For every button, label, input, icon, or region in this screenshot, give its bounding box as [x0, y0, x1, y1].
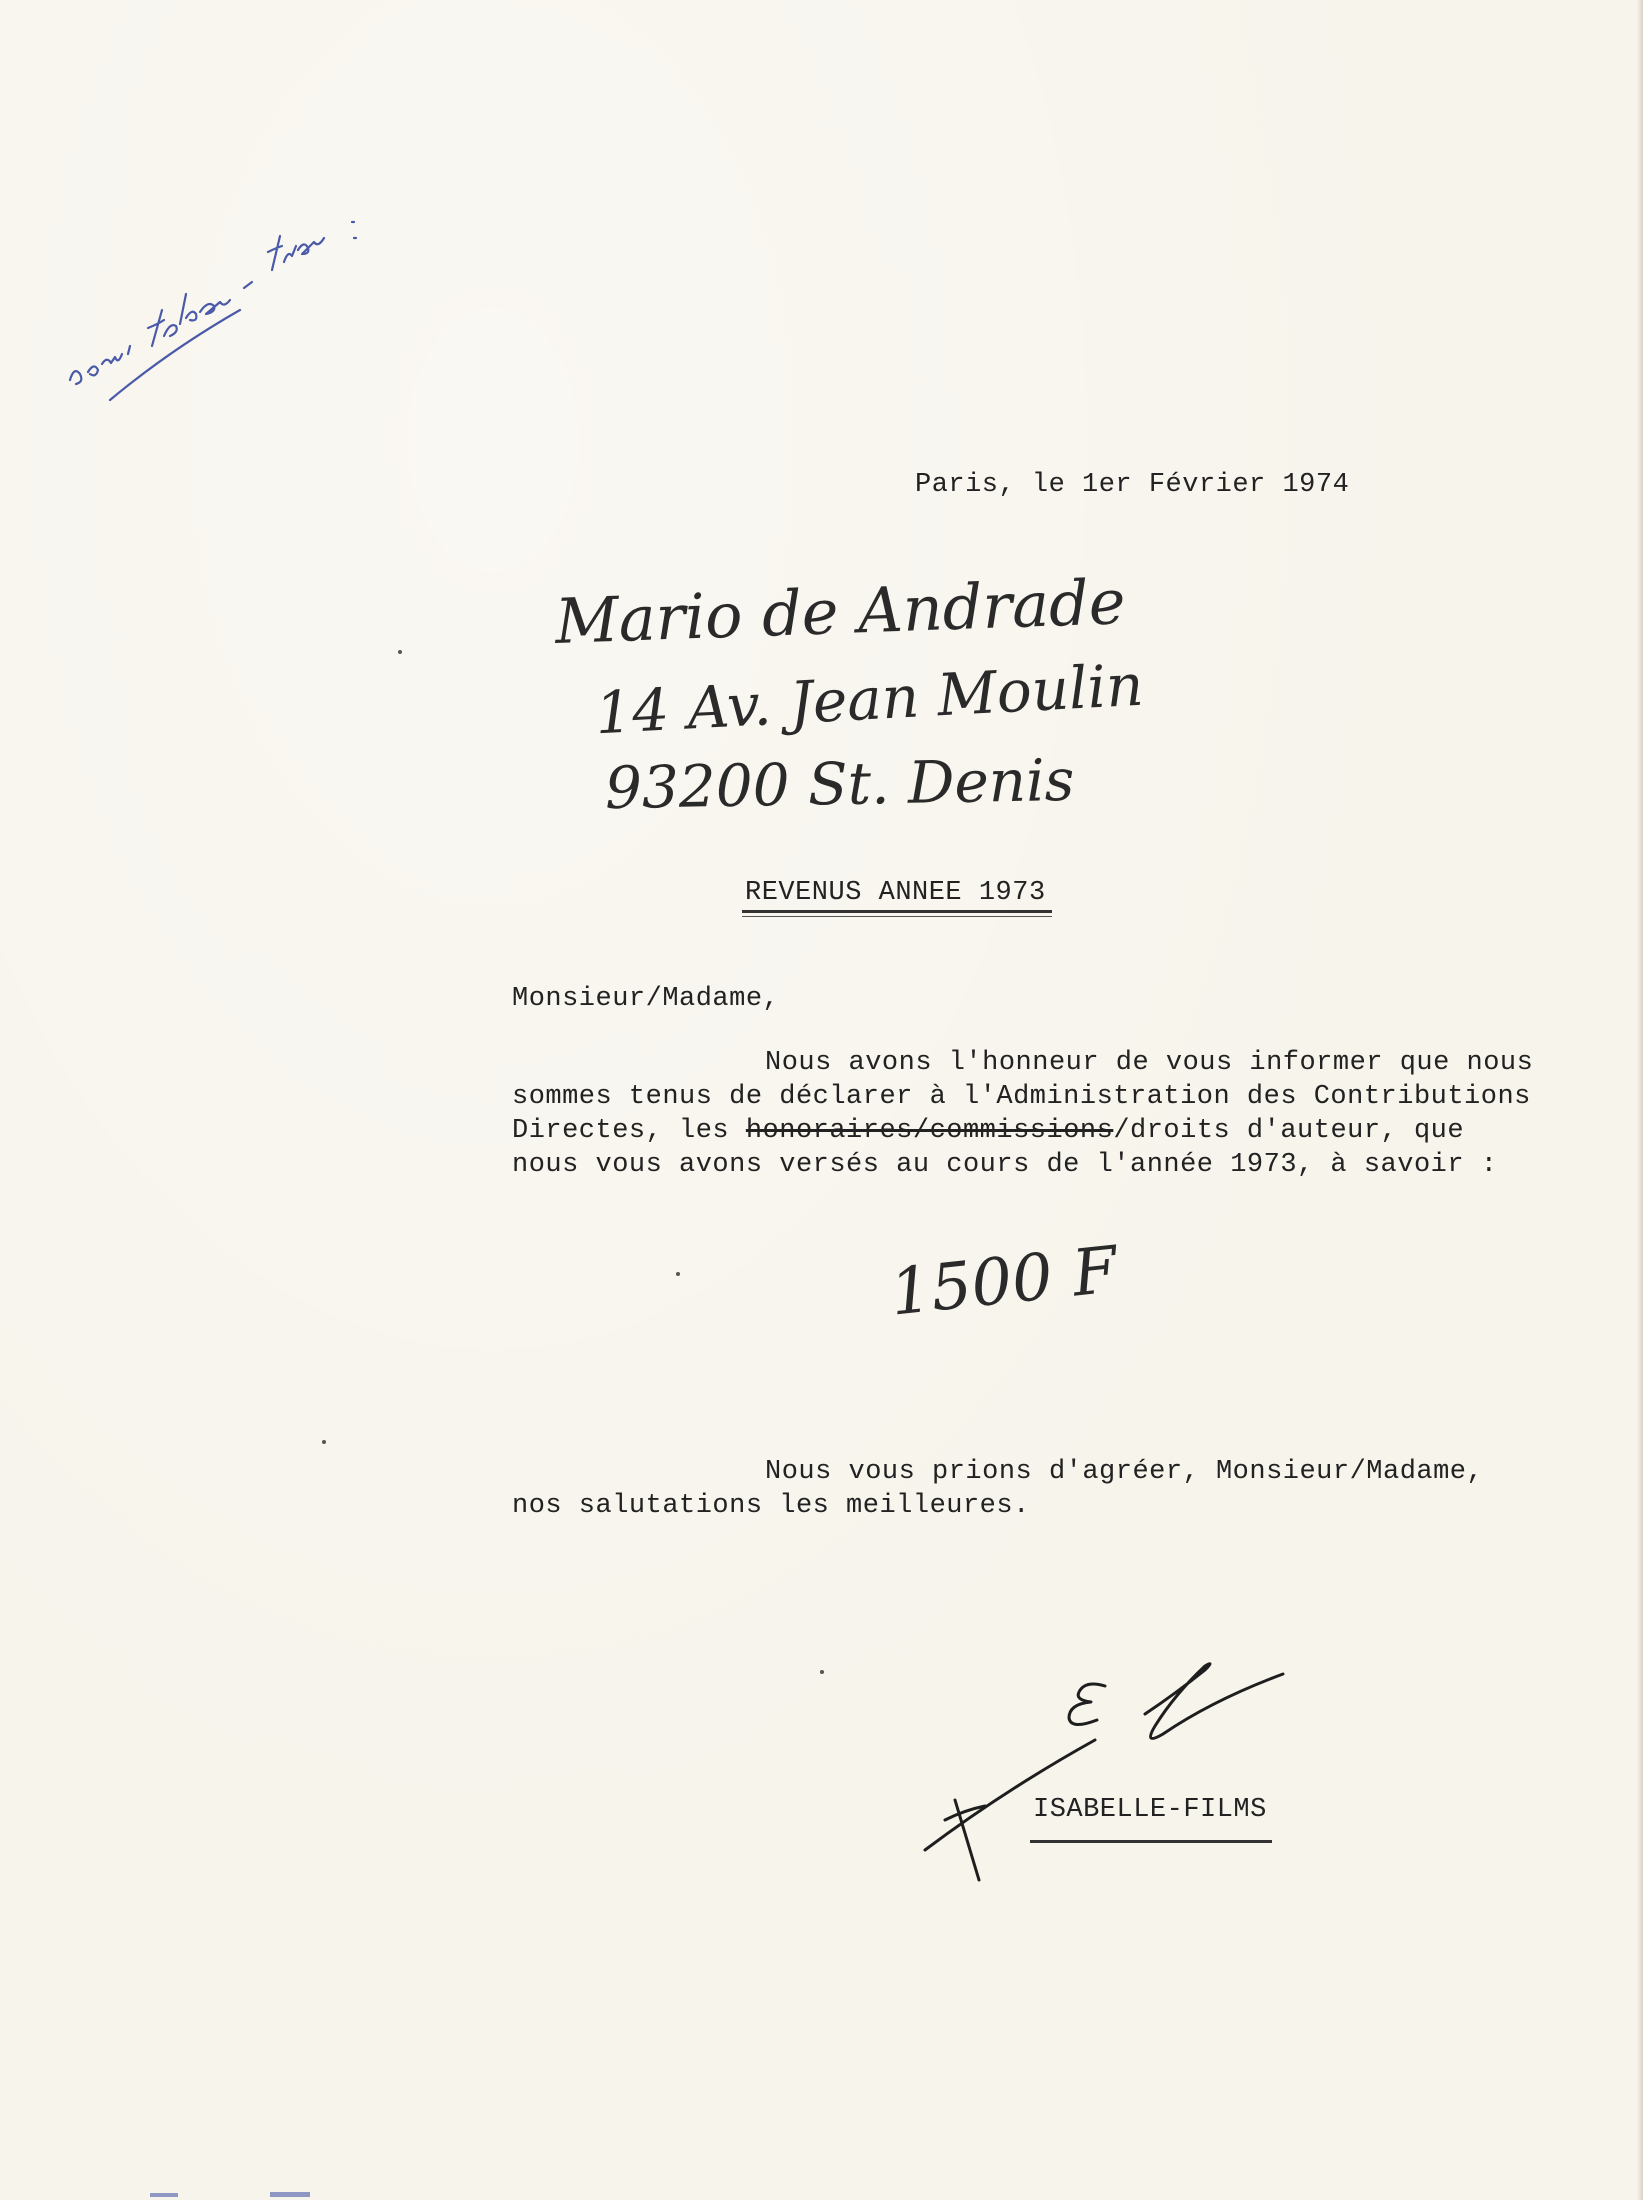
- paper-edge-shadow: [1637, 0, 1643, 2200]
- body-line-1: [512, 1048, 1533, 1078]
- subject-underline-secondary: [742, 916, 1052, 917]
- recipient-street: 14 Av. Jean Moulin: [593, 650, 1145, 748]
- body-line-3-suffix: /droits d'auteur, que: [1113, 1116, 1465, 1146]
- body-line-4: nous vous avons versés au cours de l'année 1973, à savoir :: [512, 1150, 1498, 1180]
- recipient-city: 93200 St. Denis: [604, 745, 1075, 823]
- company-name: ISABELLE-FILMS: [1033, 1795, 1267, 1825]
- body-line-1-text: Nous avons l'honneur de vous informer que nous: [765, 1048, 1534, 1078]
- handwritten-amount: 1500 F: [886, 1233, 1121, 1331]
- body-line-3-prefix: Directes, les: [512, 1116, 746, 1146]
- letter-salutation: Monsieur/Madame,: [512, 984, 780, 1014]
- subject-underline: [742, 910, 1052, 913]
- paper-speck: [820, 1670, 824, 1674]
- letter-subject: REVENUS ANNEE 1973: [745, 878, 1046, 908]
- company-underline: [1030, 1840, 1272, 1843]
- recipient-name: Mario de Andrade: [553, 565, 1127, 658]
- paper-speck: [676, 1272, 680, 1276]
- bottom-edge-ink-marks: [140, 2183, 440, 2200]
- blue-handwritten-margin-note-icon: [40, 150, 380, 410]
- paper-speck: [398, 650, 402, 654]
- handwritten-signature-icon: [915, 1630, 1335, 1890]
- letter-date: Paris, le 1er Février 1974: [915, 470, 1350, 500]
- closing-line-2: nos salutations les meilleures.: [512, 1491, 1030, 1521]
- struck-out-text: honoraires/commissions: [745, 1116, 1114, 1146]
- closing-line-1-text: Nous vous prions d'agréer, Monsieur/Madame,: [765, 1457, 1484, 1487]
- body-line-3: [512, 1116, 1464, 1146]
- body-line-2: sommes tenus de déclarer à l'Administration des Contributions: [512, 1082, 1531, 1112]
- closing-line-1: [512, 1457, 1483, 1487]
- paper-speck: [322, 1440, 326, 1444]
